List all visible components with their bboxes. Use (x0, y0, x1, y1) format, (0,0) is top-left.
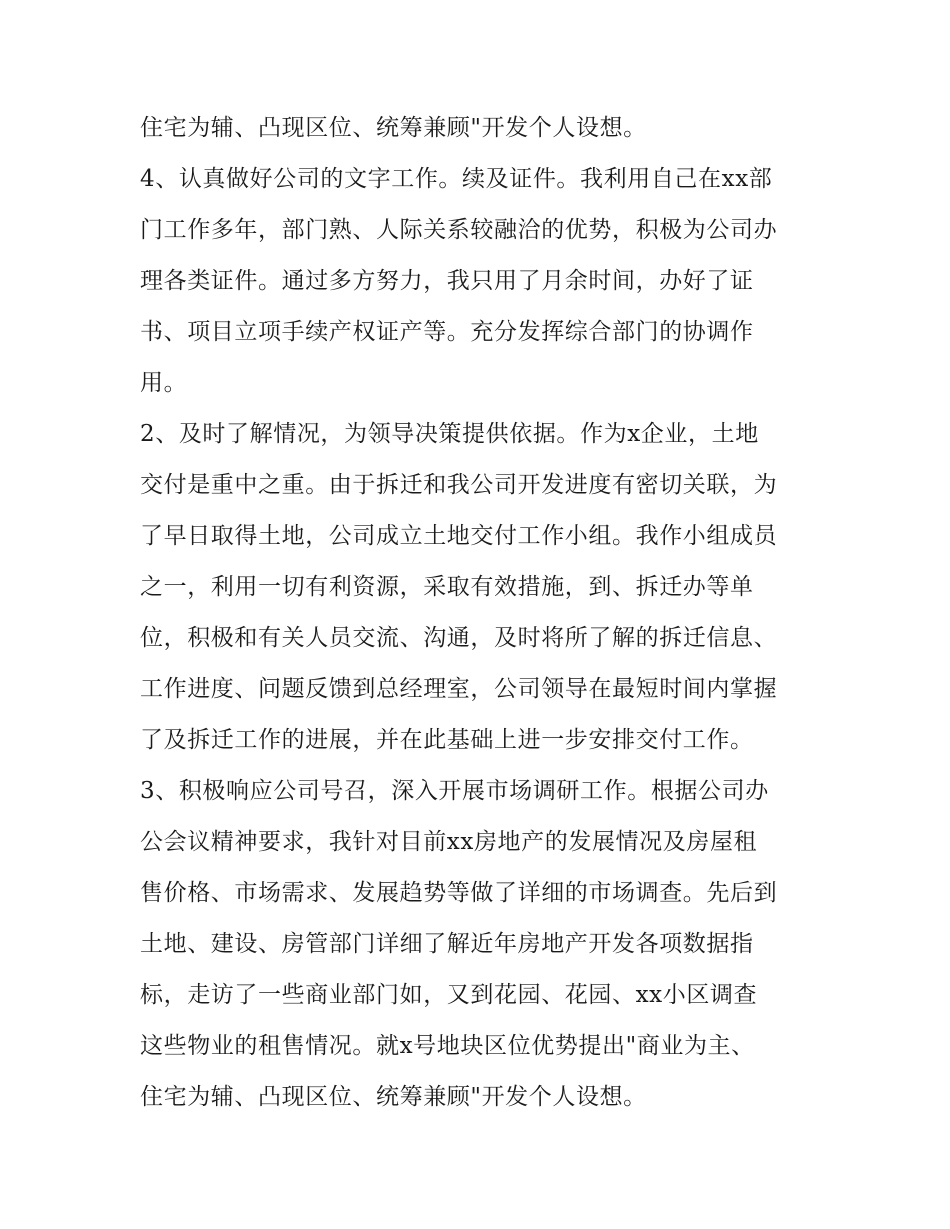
text-line: 这些物业的租售情况。就x号地块区位优势提出"商业为主、 (140, 1033, 755, 1059)
text-line: 用。 (140, 370, 188, 396)
text-line: 位，积极和有关人员交流、沟通，及时将所了解的拆迁信息、 (140, 625, 778, 651)
text-line: 土地、建设、房管部门详细了解近年房地产开发各项数据指 (140, 931, 754, 957)
text-line: 4、认真做好公司的文字工作。续及证件。我利用自己在xx部 (140, 166, 773, 192)
text-line: 公会议精神要求，我针对目前xx房地产的发展情况及房屋租 (140, 829, 758, 855)
text-line: 书、项目立项手续产权证产等。充分发挥综合部门的协调作 (140, 319, 754, 345)
text-line: 2、及时了解情况，为领导决策提供依据。作为x企业，土地 (140, 421, 759, 447)
text-line: 理各类证件。通过多方努力，我只用了月余时间，办好了证 (140, 268, 754, 294)
text-line: 交付是重中之重。由于拆迁和我公司开发进度有密切关联，为 (140, 472, 778, 498)
text-line: 住宅为辅、凸现区位、统筹兼顾"开发个人设想。 (140, 1084, 647, 1110)
text-line: 售价格、市场需求、发展趋势等做了详细的市场调查。先后到 (140, 880, 778, 906)
text-line: 住宅为辅、凸现区位、统筹兼顾"开发个人设想。 (140, 115, 647, 141)
document-body (140, 103, 830, 1123)
text-line: 工作进度、问题反馈到总经理室，公司领导在最短时间内掌握 (140, 676, 778, 702)
text-line: 3、积极响应公司号召，深入开展市场调研工作。根据公司办 (140, 778, 769, 804)
text-line: 之一，利用一切有利资源，采取有效措施，到、拆迁办等单 (140, 574, 754, 600)
text-line: 了及拆迁工作的进展，并在此基础上进一步安排交付工作。 (140, 727, 754, 753)
text-line: 门工作多年，部门熟、人际关系较融洽的优势，积极为公司办 (140, 217, 778, 243)
text-line: 标，走访了一些商业部门如，又到花园、花园、xx小区调查 (140, 982, 758, 1008)
text-line: 了早日取得土地，公司成立土地交付工作小组。我作小组成员 (140, 523, 778, 549)
